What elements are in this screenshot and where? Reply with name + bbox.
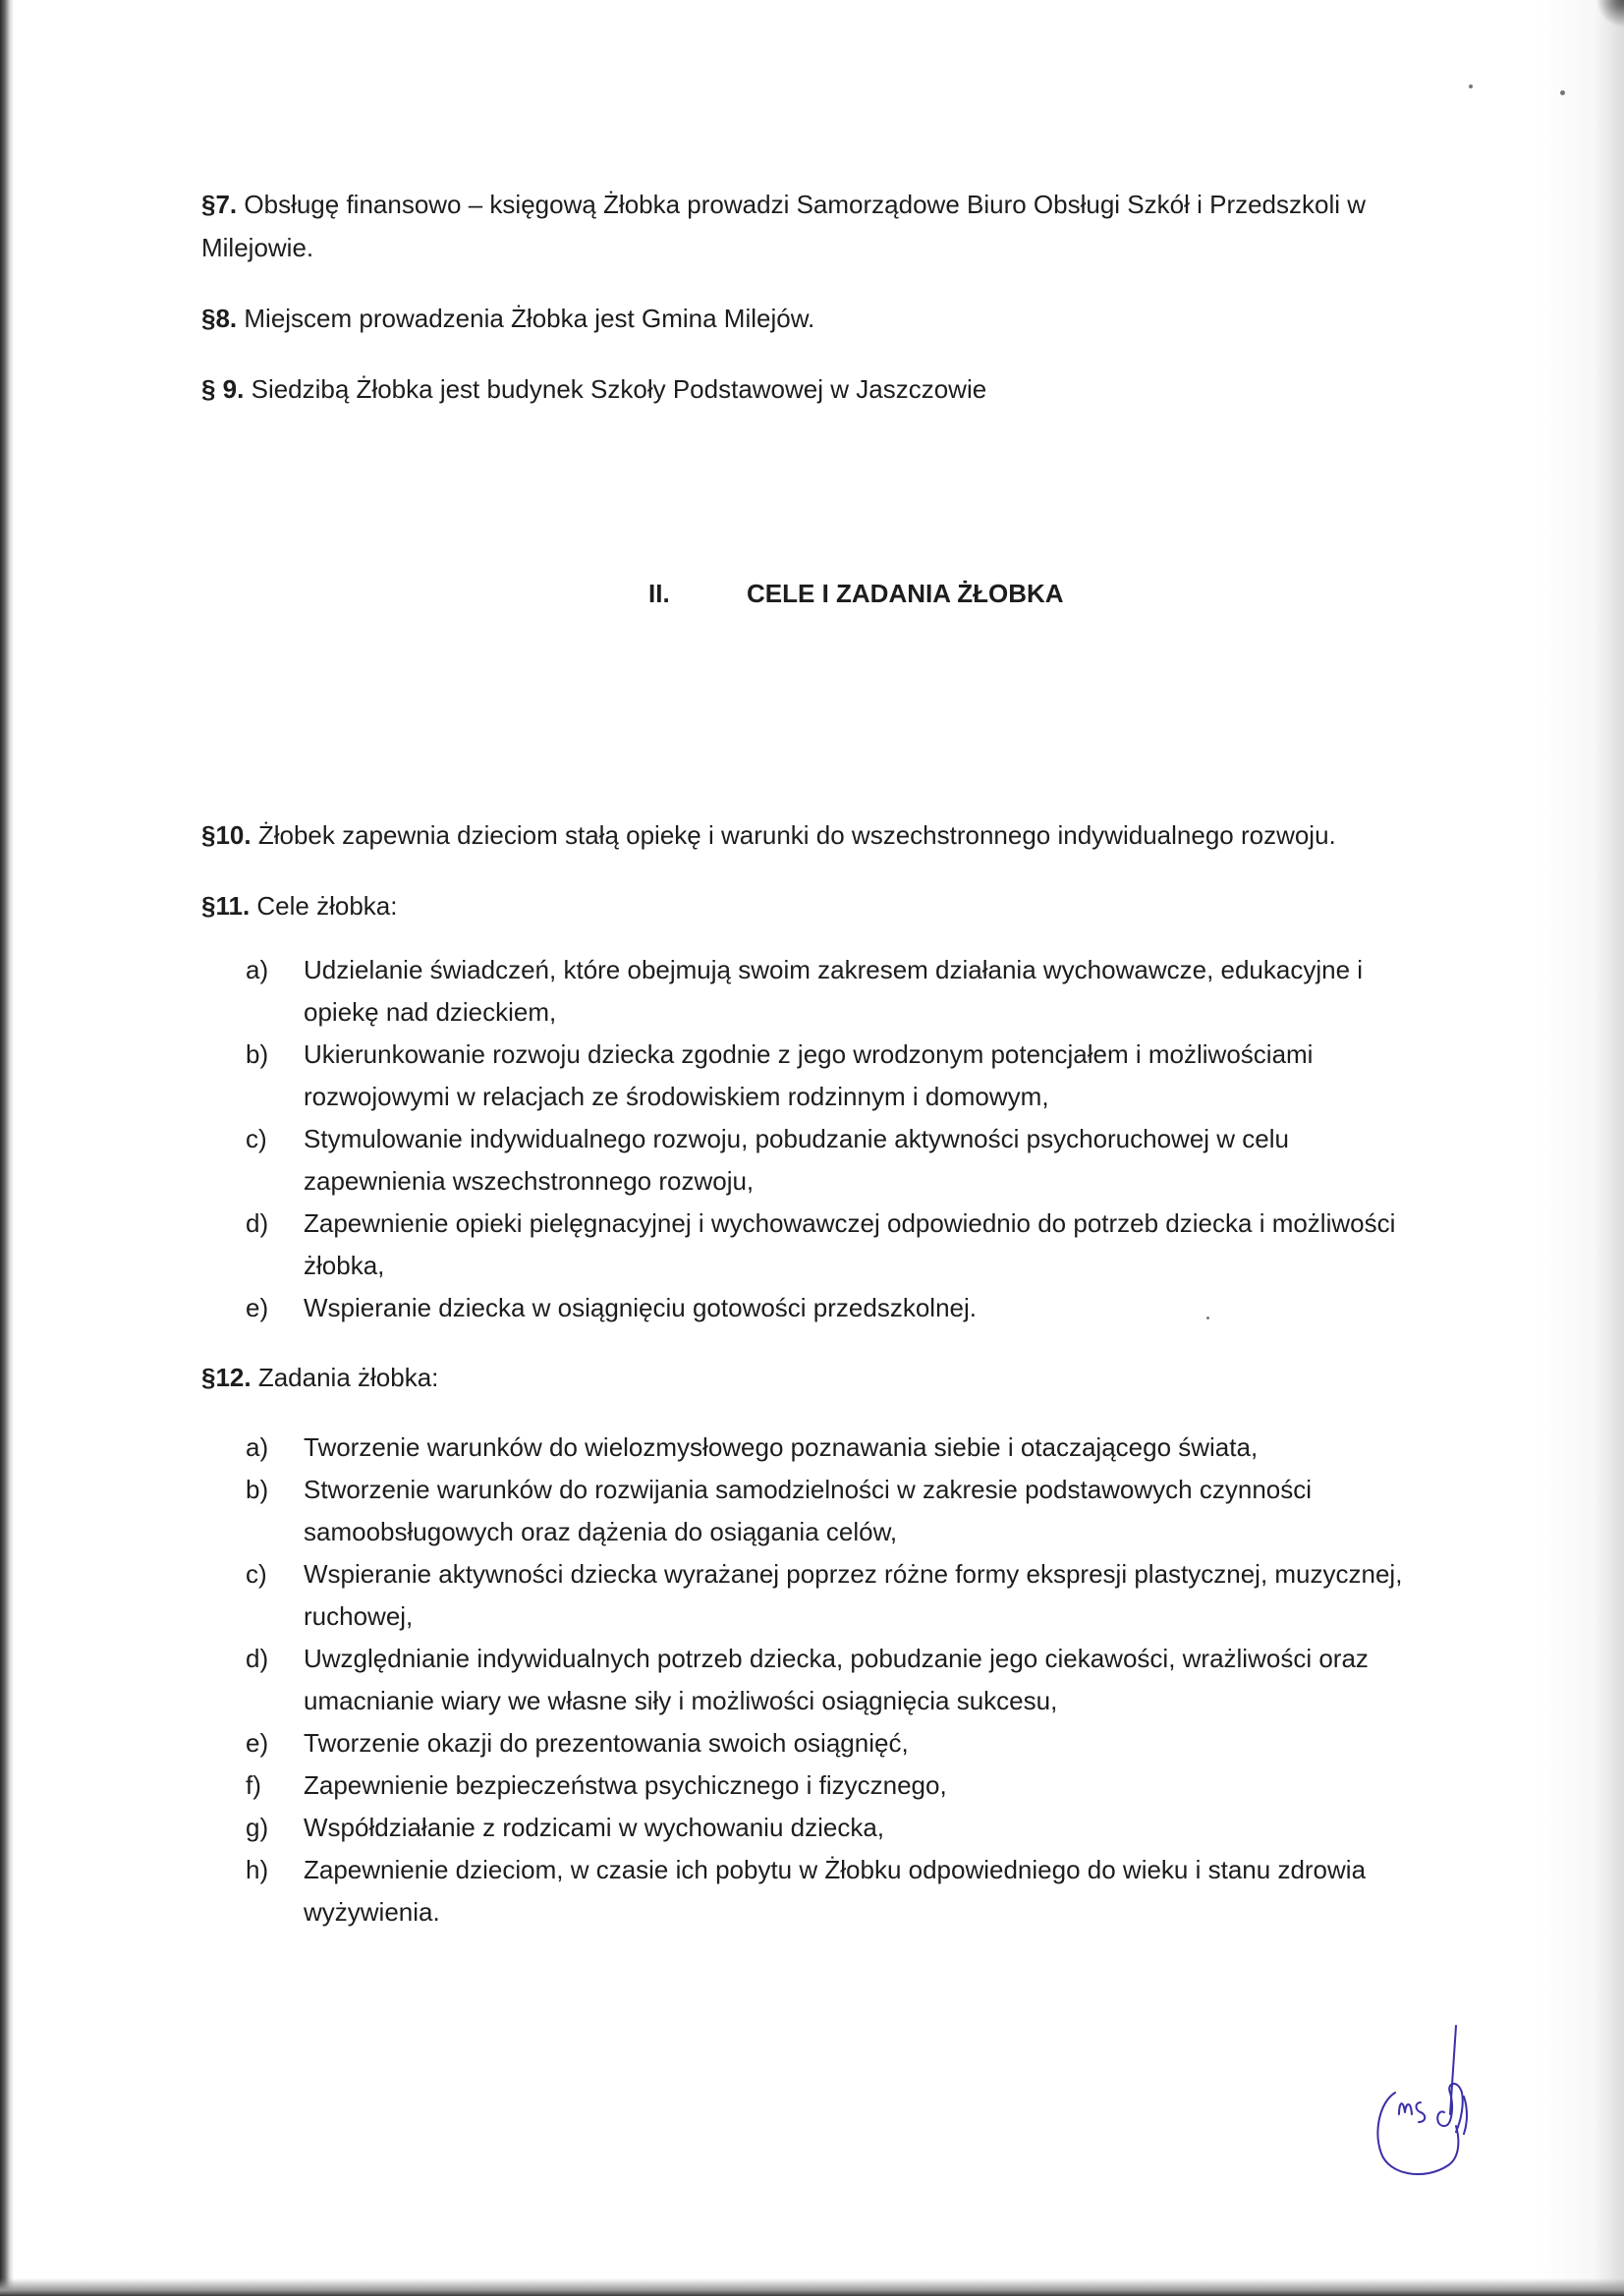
list-item [246, 1553, 1414, 1638]
list-item-letter: a) [246, 1432, 269, 1462]
paragraph-text: Żłobek zapewnia dzieciom stałą opiekę i warunki do wszechstronnego indywidualnego rozwoju. [251, 820, 1336, 850]
list-item-letter: g) [246, 1813, 269, 1842]
chapter-heading [648, 579, 1064, 609]
list-item-letter: c) [246, 1559, 267, 1589]
list-item-letter: d) [246, 1644, 269, 1673]
list-item-letter: a) [246, 955, 269, 984]
list-item-letter: b) [246, 1039, 269, 1069]
list-item-letter: b) [246, 1475, 269, 1504]
scan-edge-bottom [0, 2278, 1624, 2296]
chapter-number: II. [648, 579, 670, 608]
paragraph-number: §10. [201, 820, 252, 850]
paragraph-7-continuation [201, 226, 313, 269]
list-item-text: Udzielanie świadczeń, które obejmują swoim zakresem działania wychowawcze, edukacyjne i opiekę nad dzieckiem, [304, 955, 1364, 1027]
list-item [246, 1722, 1414, 1764]
handwritten-signature [1366, 2024, 1493, 2191]
list-item-letter: h) [246, 1855, 269, 1884]
list-item [246, 1034, 1414, 1118]
list-item-letter: e) [246, 1728, 269, 1758]
list-item-text: Współdziałanie z rodzicami w wychowaniu dziecka, [304, 1813, 885, 1842]
paragraph-text: Obsługę finansowo – księgową Żłobka prowadzi Samorządowe Biuro Obsługi Szkół i Przedszkoli w [237, 190, 1367, 219]
paragraph-text: Milejowie. [201, 233, 314, 262]
list-item-text: Zapewnienie bezpieczeństwa psychicznego i fizycznego, [304, 1770, 947, 1800]
list-item-text: Wspieranie aktywności dziecka wyrażanej poprzez różne formy ekspresji plastycznej, muzycznej, ruchowej, [304, 1559, 1403, 1631]
scan-edge-left [0, 0, 14, 2296]
list-item-letter: c) [246, 1124, 267, 1153]
paragraph-text: Siedzibą Żłobka jest budynek Szkoły Podstawowej w Jaszczowie [244, 374, 987, 404]
paragraph-11 [201, 884, 397, 927]
list-item-letter: e) [246, 1293, 269, 1322]
list-item-text: Wspieranie dziecka w osiągnięciu gotowości przedszkolnej. [304, 1293, 978, 1322]
list-item-text: Ukierunkowanie rozwoju dziecka zgodnie z jego wrodzonym potencjałem i możliwościami rozwojowymi w relacjach ze środowiskiem rodzinnym i domowym, [304, 1039, 1314, 1111]
paragraph-text: Miejscem prowadzenia Żłobka jest Gmina Milejów. [237, 304, 815, 333]
list-item-text: Tworzenie okazji do prezentowania swoich osiągnięć, [304, 1728, 909, 1758]
paragraph-12 [201, 1356, 438, 1399]
paragraph-9 [201, 367, 986, 411]
goals-list [246, 949, 1414, 1329]
list-item-letter: d) [246, 1208, 269, 1238]
scan-speck [1560, 90, 1565, 95]
paragraph-text: Zadania żłobka: [251, 1363, 439, 1392]
paragraph-number: § 9. [201, 374, 245, 404]
paragraph-number: §8. [201, 304, 238, 333]
list-item [246, 1287, 1414, 1329]
list-item-text: Stworzenie warunków do rozwijania samodzielności w zakresie podstawowych czynności samoobsługowych oraz dążenia do osiągania celów, [304, 1475, 1313, 1546]
list-item [246, 1764, 1414, 1807]
list-item [246, 1469, 1414, 1553]
paragraph-number: §11. [201, 891, 251, 921]
scan-speck [1469, 84, 1473, 88]
scan-corner-shadow [1595, 0, 1624, 29]
tasks-list [246, 1427, 1414, 1933]
list-item [246, 949, 1414, 1034]
list-item-text: Zapewnienie opieki pielęgnacyjnej i wychowawczej odpowiednio do potrzeb dziecka i możliwości żłobka, [304, 1208, 1396, 1280]
paragraph-7 [201, 183, 1366, 226]
list-item [246, 1118, 1414, 1203]
paragraph-8 [201, 297, 814, 340]
list-item-text: Uwzględnianie indywidualnych potrzeb dziecka, pobudzanie jego ciekawości, wrażliwości oraz umacnianie wiary we własne siły i możliwości osiągnięcia sukcesu, [304, 1644, 1369, 1715]
list-item [246, 1849, 1414, 1933]
paragraph-number: §7. [201, 190, 238, 219]
list-item-text: Zapewnienie dzieciom, w czasie ich pobytu w Żłobku odpowiedniego do wieku i stanu zdrowia wyżywienia. [304, 1855, 1367, 1927]
list-item-text: Tworzenie warunków do wielozmysłowego poznawania siebie i otaczającego świata, [304, 1432, 1259, 1462]
list-item [246, 1427, 1414, 1469]
list-item-letter: f) [246, 1770, 261, 1800]
scan-edge-right [1536, 0, 1624, 2296]
list-item-text: Stymulowanie indywidualnego rozwoju, pobudzanie aktywności psychoruchowej w celu zapewnienia wszechstronnego rozwoju, [304, 1124, 1289, 1196]
list-item [246, 1203, 1414, 1287]
paragraph-10 [201, 813, 1336, 857]
list-item [246, 1807, 1414, 1849]
list-item [246, 1638, 1414, 1722]
chapter-title: CELE I ZADANIA ŻŁOBKA [747, 579, 1064, 608]
paragraph-number: §12. [201, 1363, 252, 1392]
paragraph-text: Cele żłobka: [250, 891, 398, 921]
